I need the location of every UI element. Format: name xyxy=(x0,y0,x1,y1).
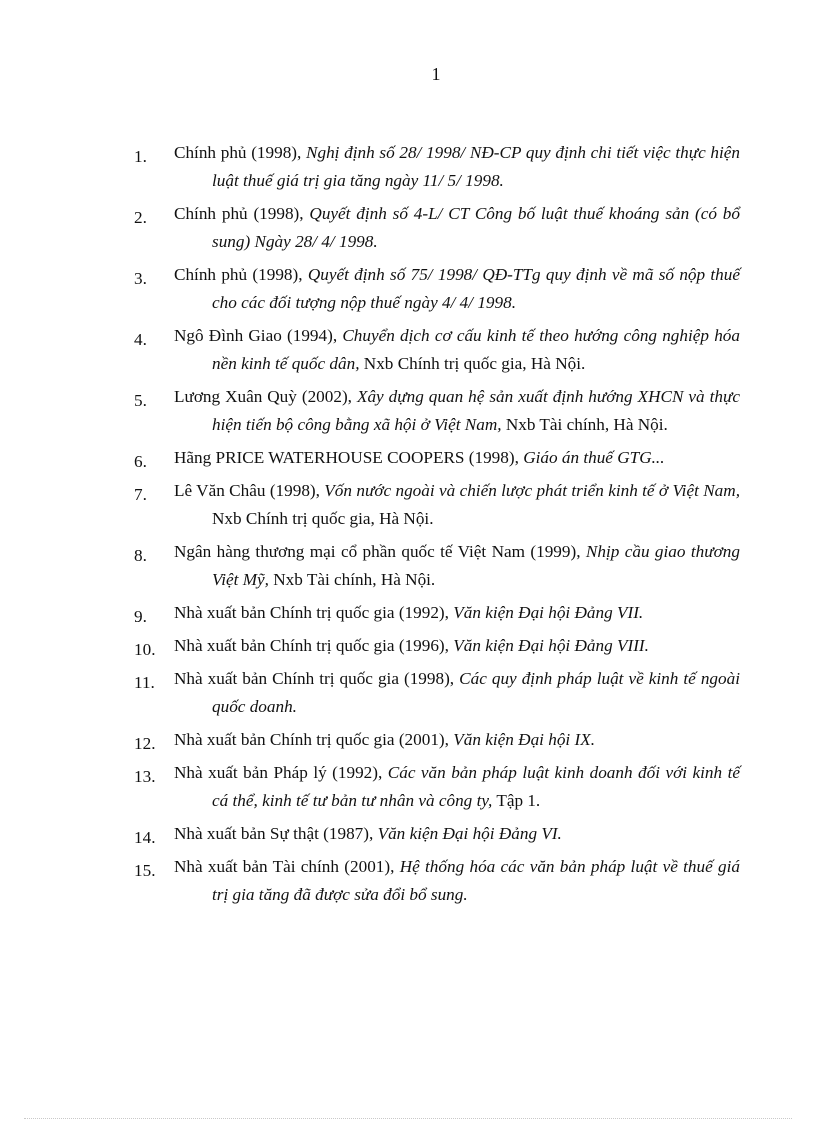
reference-title: Xây dựng quan hệ sản xuất định hướng XHCN và thực hiện tiến bộ công bằng xã hội ở Việt Nam, xyxy=(212,387,740,434)
reference-item xyxy=(134,726,740,754)
reference-title: Giáo án thuế GTG... xyxy=(523,448,665,467)
reference-text xyxy=(174,599,740,627)
reference-item xyxy=(134,383,740,439)
reference-title: Nghị định số 28/ 1998/ NĐ-CP quy định chi tiết việc thực hiện luật thuế giá trị gia tăng ngày 11/ 5/ 1998. xyxy=(212,143,740,190)
reference-item xyxy=(134,261,740,317)
reference-text xyxy=(174,820,740,848)
reference-item xyxy=(134,477,740,533)
reference-publisher: Tập 1. xyxy=(492,791,541,810)
reference-item xyxy=(134,665,740,721)
reference-item xyxy=(134,632,740,660)
reference-author-year: Nhà xuất bản Chính trị quốc gia (1996), xyxy=(174,636,454,655)
reference-title: Hệ thống hóa các văn bản pháp luật về thuế giá trị gia tăng đã được sửa đổi bổ sung. xyxy=(212,857,740,904)
reference-item xyxy=(134,444,740,472)
reference-author-year: Nhà xuất bản Chính trị quốc gia (2001), xyxy=(174,730,454,749)
reference-author-year: Chính phủ (1998), xyxy=(174,265,308,284)
reference-number: 1. xyxy=(134,147,147,166)
reference-title: Văn kiện Đại hội Đảng VIII. xyxy=(453,636,649,655)
reference-number: 13. xyxy=(134,767,156,786)
reference-author-year: Nhà xuất bản Tài chính (2001), xyxy=(174,857,400,876)
reference-text xyxy=(174,665,740,721)
reference-publisher: Nxb Chính trị quốc gia, Hà Nội. xyxy=(212,509,434,528)
reference-text xyxy=(174,853,740,909)
reference-title: Văn kiện Đại hội IX. xyxy=(453,730,596,749)
reference-item xyxy=(134,820,740,848)
reference-item xyxy=(134,853,740,909)
reference-number: 15. xyxy=(134,861,156,880)
reference-text xyxy=(174,759,740,815)
reference-author-year: Ngô Đình Giao (1994), xyxy=(174,326,343,345)
reference-title: Vốn nước ngoài và chiến lược phát triển kinh tế ở Việt Nam, xyxy=(324,481,740,500)
reference-author-year: Lương Xuân Quỳ (2002), xyxy=(174,387,357,406)
reference-publisher: Nxb Tài chính, Hà Nội. xyxy=(268,570,436,589)
reference-title: Nhịp cầu giao thương Việt Mỹ, xyxy=(212,542,740,589)
reference-item xyxy=(134,599,740,627)
reference-publisher: Nxb Chính trị quốc gia, Hà Nội. xyxy=(359,354,586,373)
reference-text xyxy=(174,139,740,195)
reference-title: Các quy định pháp luật về kinh tế ngoài quốc doanh. xyxy=(212,669,740,716)
reference-number: 5. xyxy=(134,391,147,410)
reference-text xyxy=(174,632,740,660)
reference-publisher: Nxb Tài chính, Hà Nội. xyxy=(501,415,668,434)
reference-item xyxy=(134,322,740,378)
reference-author-year: Lê Văn Châu (1998), xyxy=(174,481,325,500)
reference-title: Các văn bản pháp luật kinh doanh đối với kinh tế cá thể, kinh tế tư bản tư nhân và công ty, xyxy=(212,763,741,810)
reference-author-year: Nhà xuất bản Chính trị quốc gia (1998), xyxy=(174,669,460,688)
reference-number: 7. xyxy=(134,485,147,504)
reference-list xyxy=(134,139,740,914)
reference-number: 9. xyxy=(134,607,147,626)
page-number: 1 xyxy=(431,64,441,84)
reference-text xyxy=(174,726,740,754)
reference-title: Văn kiện Đại hội Đảng VII. xyxy=(453,603,644,622)
reference-number: 2. xyxy=(134,208,147,227)
reference-author-year: Ngân hàng thương mại cổ phần quốc tế Việt Nam (1999), xyxy=(174,542,586,561)
reference-number: 6. xyxy=(134,452,147,471)
page-bottom-divider xyxy=(24,1118,792,1119)
reference-author-year: Nhà xuất bản Chính trị quốc gia (1992), xyxy=(174,603,454,622)
reference-item xyxy=(134,139,740,195)
reference-title: Chuyển dịch cơ cấu kinh tế theo hướng công nghiệp hóa nền kinh tế quốc dân, xyxy=(212,326,740,373)
reference-author-year: Nhà xuất bản Pháp lý (1992), xyxy=(174,763,388,782)
reference-author-year: Chính phủ (1998), xyxy=(174,204,310,223)
reference-number: 12. xyxy=(134,734,156,753)
reference-number: 3. xyxy=(134,269,147,288)
reference-text xyxy=(174,444,740,472)
reference-text xyxy=(174,383,740,439)
reference-text xyxy=(174,322,740,378)
reference-title: Quyết định số 4-L/ CT Công bố luật thuế khoáng sản (có bổ sung) Ngày 28/ 4/ 1998. xyxy=(212,204,740,251)
reference-number: 14. xyxy=(134,828,156,847)
reference-text xyxy=(174,477,740,533)
reference-number: 4. xyxy=(134,330,147,349)
reference-author-year: Nhà xuất bản Sự thật (1987), xyxy=(174,824,378,843)
reference-item xyxy=(134,759,740,815)
reference-number: 11. xyxy=(134,673,155,692)
reference-text xyxy=(174,200,740,256)
reference-item xyxy=(134,538,740,594)
reference-author-year: Hãng PRICE WATERHOUSE COOPERS (1998), xyxy=(174,448,524,467)
reference-number: 10. xyxy=(134,640,156,659)
reference-text xyxy=(174,261,740,317)
reference-number: 8. xyxy=(134,546,147,565)
reference-title: Quyết định số 75/ 1998/ QĐ-TTg quy định về mã số nộp thuế cho các đối tượng nộp thuế ngày 4/ 4/ 1998. xyxy=(212,265,740,312)
reference-item xyxy=(134,200,740,256)
reference-title: Văn kiện Đại hội Đảng VI. xyxy=(377,824,562,843)
reference-author-year: Chính phủ (1998), xyxy=(174,143,307,162)
reference-text xyxy=(174,538,740,594)
